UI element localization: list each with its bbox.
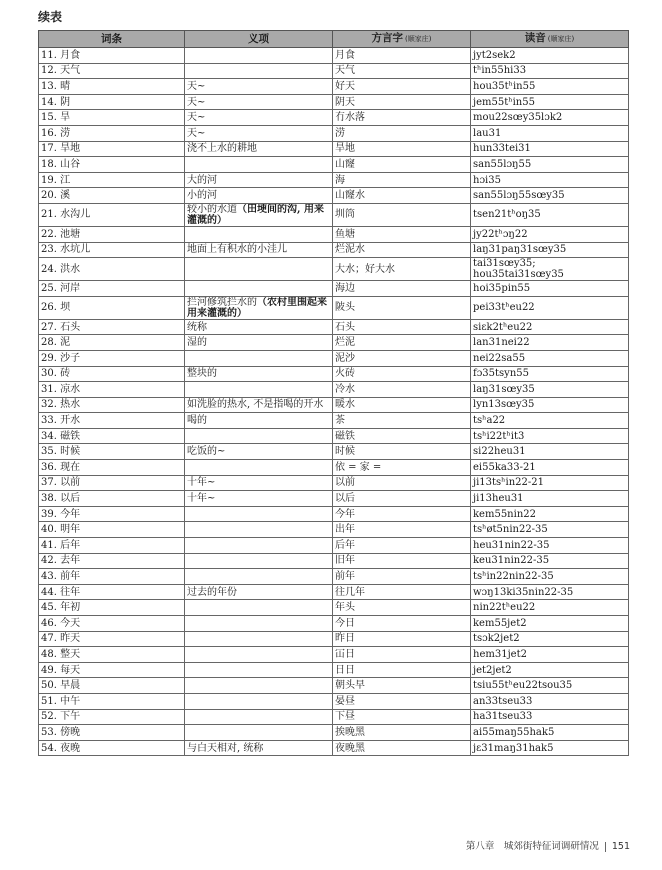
table-row <box>39 382 629 398</box>
term-cell: 52. 下午 <box>39 709 185 725</box>
dialect-cell: 往几年 <box>333 584 471 600</box>
table-row <box>39 188 629 204</box>
table-row <box>39 444 629 460</box>
meaning-cell: 与白天相对, 统称 <box>185 740 333 756</box>
meaning-cell: 天~ <box>185 125 333 141</box>
term-cell: 46. 今天 <box>39 616 185 632</box>
reading-cell: jem55tʰin55 <box>471 94 629 110</box>
reading-cell: laŋ31sœy35 <box>471 382 629 398</box>
term-cell: 13. 晴 <box>39 79 185 95</box>
meaning-cell <box>185 600 333 616</box>
reading-cell: nei22sa55 <box>471 350 629 366</box>
reading-cell: hɔi35 <box>471 172 629 188</box>
dialect-cell: 下昼 <box>333 709 471 725</box>
term-cell: 41. 后年 <box>39 538 185 554</box>
vocabulary-table <box>38 30 629 756</box>
meaning-cell <box>185 48 333 64</box>
table-row <box>39 366 629 382</box>
reading-cell: wɔŋ13ki35nin22-35 <box>471 584 629 600</box>
term-cell: 38. 以后 <box>39 491 185 507</box>
dialect-cell: 依 = 家 = <box>333 460 471 476</box>
term-cell: 21. 水沟儿 <box>39 203 185 226</box>
meaning-note: （农村里围起来用来灌溉的） <box>187 296 327 319</box>
table-row <box>39 584 629 600</box>
reading-cell: tsen21tʰoŋ35 <box>471 203 629 226</box>
meaning-cell <box>185 709 333 725</box>
reading-cell: hun33tei31 <box>471 141 629 157</box>
reading-cell: lau31 <box>471 125 629 141</box>
dialect-cell: 茶 <box>333 413 471 429</box>
reading-cell: si22heu31 <box>471 444 629 460</box>
term-cell: 42. 去年 <box>39 553 185 569</box>
dialect-cell: 今年 <box>333 506 471 522</box>
table-row <box>39 538 629 554</box>
dialect-cell: 陂头 <box>333 296 471 319</box>
term-cell: 32. 热水 <box>39 397 185 413</box>
reading-cell: tʰin55hi33 <box>471 63 629 79</box>
reading-cell: hoi35pin55 <box>471 281 629 297</box>
reading-cell: nin22tʰeu22 <box>471 600 629 616</box>
dialect-cell: 年头 <box>333 600 471 616</box>
table-row <box>39 125 629 141</box>
meaning-cell <box>185 382 333 398</box>
reading-cell: jet2jet2 <box>471 662 629 678</box>
meaning-cell: 过去的年份 <box>185 584 333 600</box>
dialect-cell: 前年 <box>333 569 471 585</box>
term-cell: 15. 旱 <box>39 110 185 126</box>
table-row <box>39 428 629 444</box>
reading-cell: tsʰi22tʰit3 <box>471 428 629 444</box>
dialect-cell: 夜晚黑 <box>333 740 471 756</box>
table-row <box>39 553 629 569</box>
meaning-cell: 拦河修筑拦水的（农村里围起来用来灌溉的） <box>185 296 333 319</box>
meaning-cell <box>185 226 333 242</box>
dialect-cell: 泥沙 <box>333 350 471 366</box>
reading-cell: keu31nin22-35 <box>471 553 629 569</box>
table-row <box>39 157 629 173</box>
dialect-cell: 时候 <box>333 444 471 460</box>
reading-cell: an33tseu33 <box>471 693 629 709</box>
reading-cell: ai55maŋ55hak5 <box>471 725 629 741</box>
reading-cell: tsʰin22nin22-35 <box>471 569 629 585</box>
table-row <box>39 319 629 335</box>
meaning-cell <box>185 281 333 297</box>
dialect-cell: 山窿 <box>333 157 471 173</box>
term-cell: 35. 时候 <box>39 444 185 460</box>
table-row <box>39 141 629 157</box>
meaning-cell: 大的河 <box>185 172 333 188</box>
table-row <box>39 296 629 319</box>
term-cell: 22. 池塘 <box>39 226 185 242</box>
meaning-cell: 十年~ <box>185 491 333 507</box>
meaning-cell: 地面上有积水的小洼儿 <box>185 242 333 258</box>
table-row <box>39 678 629 694</box>
meaning-cell: 十年~ <box>185 475 333 491</box>
reading-cell: tsʰøt5nin22-35 <box>471 522 629 538</box>
term-cell: 36. 现在 <box>39 460 185 476</box>
reading-cell: hou35tʰin55 <box>471 79 629 95</box>
reading-cell: jyt2sek2 <box>471 48 629 64</box>
meaning-cell <box>185 631 333 647</box>
meaning-cell <box>185 157 333 173</box>
meaning-cell: 整块的 <box>185 366 333 382</box>
dialect-cell: 天气 <box>333 63 471 79</box>
dialect-cell: 冷水 <box>333 382 471 398</box>
table-row <box>39 491 629 507</box>
reading-cell: kem55nin22 <box>471 506 629 522</box>
meaning-cell: 吃饭的~ <box>185 444 333 460</box>
meaning-note: （田埂间的沟, 用来灌溉的） <box>187 203 324 226</box>
reading-cell: kem55jet2 <box>471 616 629 632</box>
meaning-cell <box>185 506 333 522</box>
dialect-cell: 月食 <box>333 48 471 64</box>
term-cell: 34. 磁铁 <box>39 428 185 444</box>
term-cell: 30. 砖 <box>39 366 185 382</box>
dialect-cell: 涝 <box>333 125 471 141</box>
meaning-cell: 较小的水道（田埂间的沟, 用来灌溉的） <box>185 203 333 226</box>
meaning-cell <box>185 662 333 678</box>
meaning-cell <box>185 725 333 741</box>
meaning-cell <box>185 63 333 79</box>
term-cell: 24. 洪水 <box>39 258 185 281</box>
reading-cell: san55lɔŋ55sœy35 <box>471 188 629 204</box>
reading-cell: san55lɔŋ55 <box>471 157 629 173</box>
term-cell: 20. 溪 <box>39 188 185 204</box>
term-cell: 28. 泥 <box>39 335 185 351</box>
table-row <box>39 397 629 413</box>
reading-cell: lyn13sœy35 <box>471 397 629 413</box>
table-row <box>39 413 629 429</box>
table-row <box>39 335 629 351</box>
dialect-cell: 海 <box>333 172 471 188</box>
table-row <box>39 460 629 476</box>
table-row <box>39 662 629 678</box>
meaning-cell <box>185 258 333 281</box>
term-cell: 47. 昨天 <box>39 631 185 647</box>
term-cell: 44. 往年 <box>39 584 185 600</box>
meaning-cell: 喝的 <box>185 413 333 429</box>
reading-cell: ji13heu31 <box>471 491 629 507</box>
dialect-cell: 火砖 <box>333 366 471 382</box>
table-row <box>39 740 629 756</box>
reading-cell: ha31tseu33 <box>471 709 629 725</box>
term-cell: 45. 年初 <box>39 600 185 616</box>
table-row <box>39 569 629 585</box>
term-cell: 54. 夜晚 <box>39 740 185 756</box>
meaning-cell: 天~ <box>185 94 333 110</box>
dialect-cell: 冇水落 <box>333 110 471 126</box>
header-dialect: 方言字 (顺家庄) <box>333 31 471 48</box>
dialect-cell: 以后 <box>333 491 471 507</box>
dialect-cell: 挨晚黑 <box>333 725 471 741</box>
term-cell: 33. 开水 <box>39 413 185 429</box>
term-cell: 17. 旱地 <box>39 141 185 157</box>
table-row <box>39 475 629 491</box>
term-cell: 16. 涝 <box>39 125 185 141</box>
table-header-row <box>39 31 629 48</box>
meaning-cell <box>185 693 333 709</box>
term-cell: 39. 今年 <box>39 506 185 522</box>
meaning-cell <box>185 538 333 554</box>
reading-cell: mou22sœy35lɔk2 <box>471 110 629 126</box>
header-term: 词条 <box>39 31 185 48</box>
dialect-cell: 日日 <box>333 662 471 678</box>
term-cell: 40. 明年 <box>39 522 185 538</box>
dialect-cell: 烂泥 <box>333 335 471 351</box>
table-row <box>39 506 629 522</box>
table-row <box>39 725 629 741</box>
dialect-cell: 圳筒 <box>333 203 471 226</box>
reading-cell: heu31nin22-35 <box>471 538 629 554</box>
dialect-cell: 烂泥水 <box>333 242 471 258</box>
footer-divider <box>605 842 606 852</box>
header-reading: 读音 (顺家庄) <box>471 31 629 48</box>
dialect-cell: 出年 <box>333 522 471 538</box>
term-cell: 37. 以前 <box>39 475 185 491</box>
meaning-cell: 天~ <box>185 79 333 95</box>
meaning-cell <box>185 569 333 585</box>
term-cell: 53. 傍晚 <box>39 725 185 741</box>
meaning-cell <box>185 553 333 569</box>
dialect-cell: 昨日 <box>333 631 471 647</box>
meaning-cell: 统称 <box>185 319 333 335</box>
meaning-cell: 湿的 <box>185 335 333 351</box>
table-row <box>39 63 629 79</box>
meaning-cell <box>185 678 333 694</box>
reading-cell: hem31jet2 <box>471 647 629 663</box>
dialect-cell: 鱼塘 <box>333 226 471 242</box>
dialect-cell: 旱地 <box>333 141 471 157</box>
table-row <box>39 242 629 258</box>
meaning-cell: 天~ <box>185 110 333 126</box>
page-number: 151 <box>611 841 630 852</box>
meaning-cell <box>185 647 333 663</box>
reading-cell: fɔ35tsyn55 <box>471 366 629 382</box>
dialect-cell: 晏昼 <box>333 693 471 709</box>
table-row <box>39 172 629 188</box>
term-cell: 48. 整天 <box>39 647 185 663</box>
table-row <box>39 631 629 647</box>
meaning-cell <box>185 460 333 476</box>
term-cell: 26. 坝 <box>39 296 185 319</box>
dialect-cell: 石头 <box>333 319 471 335</box>
reading-cell: jɛ31maŋ31hak5 <box>471 740 629 756</box>
term-cell: 14. 阴 <box>39 94 185 110</box>
reading-cell: pei33tʰeu22 <box>471 296 629 319</box>
reading-cell: tsɔk2jet2 <box>471 631 629 647</box>
dialect-cell: 山窿水 <box>333 188 471 204</box>
dialect-cell: 以前 <box>333 475 471 491</box>
term-cell: 12. 天气 <box>39 63 185 79</box>
table-row <box>39 94 629 110</box>
dialect-cell: 大水；好大水 <box>333 258 471 281</box>
term-cell: 43. 前年 <box>39 569 185 585</box>
dialect-cell: 朝头早 <box>333 678 471 694</box>
page-footer <box>440 838 630 852</box>
term-cell: 23. 水坑儿 <box>39 242 185 258</box>
term-cell: 50. 早晨 <box>39 678 185 694</box>
dialect-cell: 海边 <box>333 281 471 297</box>
table-row <box>39 203 629 226</box>
term-cell: 31. 凉水 <box>39 382 185 398</box>
dialect-cell: 好天 <box>333 79 471 95</box>
reading-cell: jy22tʰɔŋ22 <box>471 226 629 242</box>
meaning-cell <box>185 428 333 444</box>
term-cell: 11. 月食 <box>39 48 185 64</box>
term-cell: 18. 山谷 <box>39 157 185 173</box>
dialect-cell: 后年 <box>333 538 471 554</box>
table-row <box>39 226 629 242</box>
table-row <box>39 258 629 281</box>
meaning-cell: 浇不上水的耕地 <box>185 141 333 157</box>
continued-label: 续表 <box>38 10 63 24</box>
reading-cell: ji13tsʰin22-21 <box>471 475 629 491</box>
term-cell: 19. 江 <box>39 172 185 188</box>
term-cell: 25. 河岸 <box>39 281 185 297</box>
reading-cell: ei55ka33-21 <box>471 460 629 476</box>
reading-cell: tsiu55tʰeu22tsou35 <box>471 678 629 694</box>
table-row <box>39 281 629 297</box>
dialect-cell: 磁铁 <box>333 428 471 444</box>
term-cell: 51. 中午 <box>39 693 185 709</box>
reading-cell: siɛk2tʰeu22 <box>471 319 629 335</box>
meaning-cell: 如洗脸的热水, 不是指喝的开水 <box>185 397 333 413</box>
table-row <box>39 600 629 616</box>
reading-cell: tsʰa22 <box>471 413 629 429</box>
table-row <box>39 110 629 126</box>
header-meaning: 义项 <box>185 31 333 48</box>
meaning-cell: 小的河 <box>185 188 333 204</box>
meaning-cell <box>185 522 333 538</box>
dialect-cell: 冚日 <box>333 647 471 663</box>
table-row <box>39 693 629 709</box>
dialect-cell: 旧年 <box>333 553 471 569</box>
chapter-title: 第八章 城郊街特征词调研情况 <box>465 841 599 852</box>
table-row <box>39 79 629 95</box>
term-cell: 29. 沙子 <box>39 350 185 366</box>
term-cell: 49. 每天 <box>39 662 185 678</box>
table-row <box>39 647 629 663</box>
table-row <box>39 350 629 366</box>
reading-cell: tai31sœy35; hou35tai31sœy35 <box>471 258 629 281</box>
reading-cell: laŋ31paŋ31sœy35 <box>471 242 629 258</box>
table-row <box>39 709 629 725</box>
table-row <box>39 48 629 64</box>
term-cell: 27. 石头 <box>39 319 185 335</box>
dialect-cell: 暖水 <box>333 397 471 413</box>
meaning-cell <box>185 616 333 632</box>
dialect-cell: 今日 <box>333 616 471 632</box>
dialect-cell: 阴天 <box>333 94 471 110</box>
reading-cell: lan31nei22 <box>471 335 629 351</box>
meaning-cell <box>185 350 333 366</box>
table-row <box>39 522 629 538</box>
table-row <box>39 616 629 632</box>
